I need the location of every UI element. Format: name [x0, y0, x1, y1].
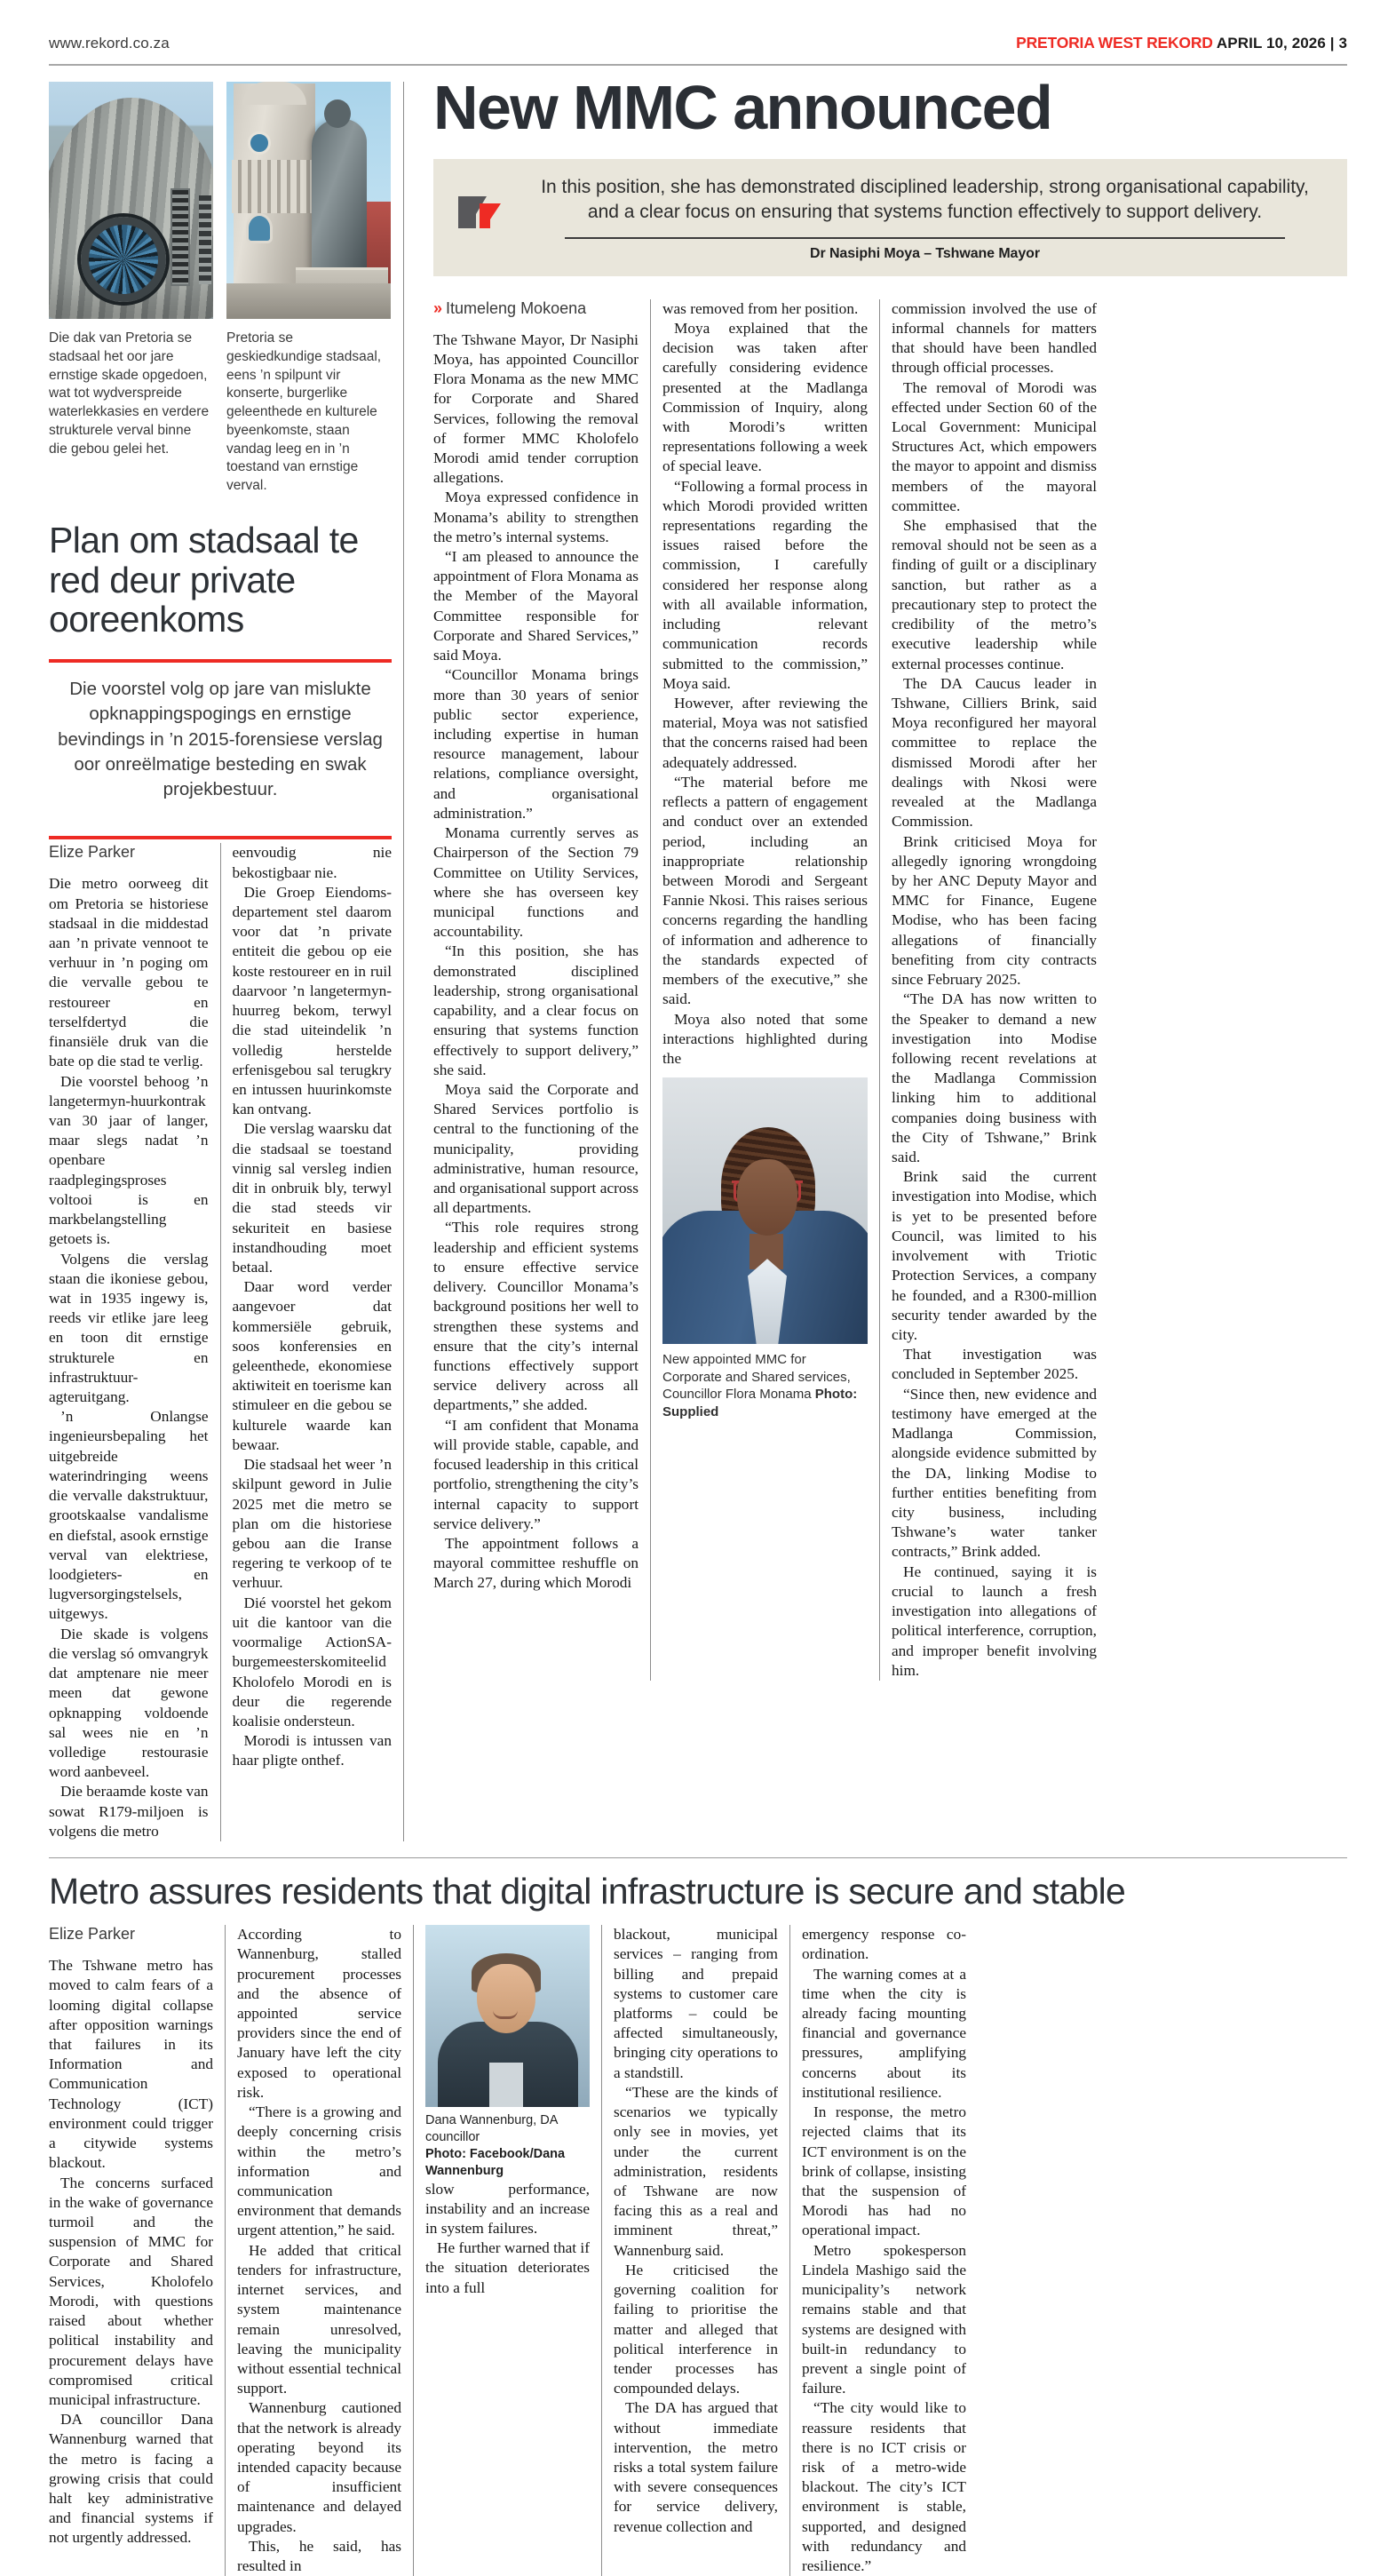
- afrikaans-standfirst: Die voorstel volg op jare van mislukte opknappingspogings en ernstige bevindings in ’n 2015-forensiese verslag oor onreëlmatige besteding en swak projekbestuur.: [58, 678, 383, 800]
- mmc-byline-name: Itumeleng Mokoena: [446, 298, 587, 317]
- paragraph: The appointment follows a mayoral committee reshuffle on March 27, during which Morodi: [433, 1534, 639, 1592]
- paragraph: “Since then, new evidence and testimony have emerged at the Madlanga Commission, alongside evidence submitted by the DA, linking Modise to further entities benefiting from city business, including Tshwane’s water tanker contracts,” Brink added.: [892, 1385, 1097, 1561]
- paragraph: “There is a growing and deeply concerning crisis within the metro’s information and communication environment that demands urgent attention,” he said.: [237, 2103, 401, 2239]
- paragraph: He criticised the governing coalition for failing to prioritise the matter and alleged that political interference in tender processes has compounded delays.: [614, 2261, 778, 2397]
- afrikaans-col-1: [49, 843, 209, 1841]
- bottom-col-5: [802, 1925, 966, 2576]
- paragraph: commission involved the use of informal channels for matters that should have been handled through official processes.: [892, 299, 1097, 377]
- column-divider: [601, 1925, 602, 2576]
- mmc-col-1: [433, 299, 639, 1681]
- photo-city-hall-roof: [49, 82, 213, 319]
- mmc-headline: New MMC announced: [433, 73, 1052, 142]
- masthead-rule: [49, 64, 1347, 66]
- photo-pair: [49, 82, 392, 319]
- bottom-col-4: [614, 1925, 778, 2576]
- paragraph: “The city would like to reassure residents that there is no ICT crisis or risk of a metro-wide blackout. The city’s ICT environment is stable, supported, and designed with redundancy and resilience.”: [802, 2399, 966, 2575]
- bottom-col-1: [49, 1925, 213, 2576]
- paragraph: “This role requires strong leadership and efficient systems to ensure effective service delivery. Councillor Monama’s background positions her well to strengthen these systems and ensure that the city’s internal functions effectively support service delivery across all departments,” she added.: [433, 1219, 639, 1414]
- photo-flora-monama: [662, 1077, 868, 1344]
- bottom-body: [49, 1925, 1347, 2576]
- paragraph: Wannenburg cautioned that the network is already operating beyond its intended capacity because of insufficient maintenance and delayed upgrades.: [237, 2399, 401, 2535]
- top-zone: [49, 73, 1347, 1841]
- issue-date: APRIL 10, 2026: [1216, 35, 1326, 52]
- paragraph: Morodi is intussen van haar pligte onthef.: [232, 1732, 392, 1769]
- afrikaans-col-2: [233, 843, 393, 1841]
- afrikaans-body: [49, 843, 392, 1841]
- pull-quote-text: In this position, she has demonstrated disciplined leadership, strong organisational capability, and a clear focus on ensuring that systems function effectively to support delivery.: [541, 177, 1309, 222]
- mmc-byline: [433, 299, 639, 318]
- caption-photo-1: Die dak van Pretoria se stadsaal het oor jare ernstige skade opgedoen, wat tot wydverspreide waterlekkasies en verdere strukturele verval binne die gebou gelei het.: [49, 330, 210, 457]
- pull-quote-body: [529, 175, 1321, 261]
- paragraph: “Councillor Monama brings more than 30 years of senior public sector experience, including expertise in human resource management, labour relations, compliance oversight, and organisational administration.”: [433, 666, 639, 822]
- paragraph: “These are the kinds of scenarios we typically only see in movies, yet under the current administration, residents of Tshwane are now facing this as a real and imminent threat,” Wannenburg said.: [614, 2083, 778, 2259]
- paragraph: That investigation was concluded in September 2025.: [892, 1346, 1097, 1383]
- paragraph: eenvoudig nie bekostigbaar nie.: [232, 844, 392, 881]
- paragraph: was removed from her position.: [662, 299, 859, 317]
- paragraph: Brink said the current investigation into Modise, which is yet to be presented before Council, was limited to his involvement with Triotic Protection Services, a company he founded, and a R300-million security tender awarded by the city.: [892, 1168, 1097, 1343]
- paragraph: Volgens die verslag staan die ikoniese gebou, wat in 1935 ingewy is, reeds vir etlike jare leeg en toon dit ernstige strukturele en infrastruktuur-agteruitgang.: [49, 1250, 209, 1406]
- paragraph: The DA Caucus leader in Tshwane, Cilliers Brink, said Moya reconfigured her mayoral committee to replace the dismissed Morodi after her dealings with Nkosi were revealed at the Madlanga Commission.: [892, 674, 1097, 831]
- paragraph: DA councillor Dana Wannenburg warned that the metro is facing a growing crisis that could halt key administrative and financial systems if not urgently addressed.: [49, 2411, 213, 2547]
- page-number: 3: [1338, 35, 1347, 52]
- paragraph: Die stadsaal het weer ’n skilpunt geword in Julie 2025 met die metro se plan om die historiese gebou aan die Iranse regering te verkoop of te verhuur.: [232, 1456, 392, 1592]
- paragraph: However, after reviewing the material, Moya was not satisfied that the concerns raised had been adequately addressed.: [662, 695, 868, 771]
- column-divider: [220, 843, 221, 1841]
- zone-divider: [403, 82, 404, 1841]
- site-url[interactable]: www.rekord.co.za: [49, 35, 170, 52]
- mmc-col-2: [662, 299, 868, 1681]
- paragraph: “I am pleased to announce the appointment of Flora Monama as the Member of the Mayoral Committee responsible for Corporate and Shared Services,” said Moya.: [433, 548, 639, 664]
- story-separator-rule: [49, 1857, 1347, 1858]
- byline-arrow-icon: »: [433, 298, 441, 317]
- paragraph: blackout, municipal services – ranging from billing and prepaid systems to customer care platforms – could be affected simultaneously, bringing city operations to a standstill.: [614, 1926, 778, 2081]
- paragraph: He added that critical tenders for infrastructure, internet services, and system maintenance remain unresolved, leaving the municipality without essential technical support.: [237, 2241, 401, 2397]
- paragraph: This, he said, has resulted in: [237, 2537, 401, 2575]
- photo-credit: Photo: Supplied: [662, 1387, 858, 1419]
- paragraph: Moya said the Corporate and Shared Services portfolio is central to the functioning of the municipality, providing administrative, human resource, and organisational support across all departments.: [433, 1080, 639, 1217]
- bottom-headline: Metro assures residents that digital infrastructure is secure and stable: [49, 1871, 1126, 1912]
- column-divider: [879, 299, 880, 1681]
- mmc-col-3: [892, 299, 1097, 1681]
- paragraph: The warning comes at a time when the city is already facing mounting financial and governance pressures, amplifying concerns about its institutional resilience.: [802, 1965, 966, 2101]
- mmc-body: [433, 299, 1347, 1681]
- paragraph: Moya explained that the decision was taken after carefully considering evidence presented at the Madlanga Commission of Inquiry, along with Morodi’s written representations following a week of special leave.: [662, 319, 868, 475]
- photo-captions: [49, 330, 392, 496]
- column-divider: [650, 299, 651, 1681]
- masthead: [49, 0, 1347, 52]
- paragraph: Die verslag waarsku dat die stadsaal se toestand vinnig sal versleg indien dit in onbruik bly, terwyl die stad steeds vir sekuriteit en basiese instandhouding moet betaal.: [232, 1120, 393, 1276]
- paragraph: Metro spokesperson Lindela Mashigo said the municipality’s network remains stable and that systems are designed with built-in redundancy to prevent a single point of failure.: [802, 2241, 966, 2397]
- afrikaans-headline: Plan om stadsaal te red deur private ooreenkoms: [49, 519, 359, 640]
- paragraph: “I am confident that Monama will provide stable, capable, and focused leadership in this critical portfolio, strengthening the city’s internal capacity to support service delivery.”: [433, 1416, 639, 1532]
- paragraph: slow performance, instability and an increase in system failures.: [425, 2180, 590, 2237]
- paragraph: According to Wannenburg, stalled procurement processes and the absence of appointed service providers since the end of January have left the city exposed to operational risk.: [237, 1926, 401, 2101]
- paragraph: She emphasised that the removal should not be seen as a finding of guilt or a disciplinary sanction, but rather as a precautionary step to protect the credibility of the metro’s executive leadership while external processes continue.: [892, 517, 1097, 672]
- photo-caption-dana: [425, 2112, 590, 2179]
- paragraph: Die Groep Eiendoms-departement stel daarom voor dat ’n private entiteit die gebou op eie koste restoureer en in ruil daarvoor ’n langetermyn-huurreg bekom, terwyl die stad uiteindelik ’n volledig herstelde erfenisgebou sal terugkry en intussen huurinkomste kan ontvang.: [232, 883, 392, 1118]
- paragraph: ’n Onlangse ingenieursbepaling het uitgebreide waterindringing weens die vervalle dakstruktuur, grootskaalse vandalisme en diefstal, asook ernstige verval van elektriese, loodgieters- en lugversorgingstelsels, uitgewys.: [49, 1408, 209, 1623]
- column-divider: [789, 1925, 790, 2576]
- page-separator: |: [1329, 35, 1335, 52]
- photo-caption-flora: [662, 1351, 868, 1420]
- paragraph: He continued, saying it is crucial to launch a fresh investigation into allegations of political interference, corruption, and improper benefit involving him.: [892, 1562, 1097, 1679]
- pull-quote-rule: [565, 237, 1285, 239]
- caption-text: New appointed MMC for Corporate and Shared services, Councillor Flora Monama: [662, 1352, 851, 1403]
- paragraph: Die beraamde koste van sowat R179-miljoen is volgens die metro: [49, 1783, 209, 1840]
- caption-text: Dana Wannenburg, DA councillor: [425, 2113, 558, 2144]
- paragraph: He further warned that if the situation deteriorates into a full: [425, 2239, 590, 2296]
- paper-name: PRETORIA WEST REKORD: [1016, 34, 1213, 52]
- paragraph: Daar word verder aangevoer dat kommersiële gebruik, soos konferensies en geleenthede, ekonomiese aktiwiteit en toerisme kan stimuleer en die gebou se kulturele waarde kan bewaar.: [232, 1278, 392, 1453]
- paragraph: The Tshwane metro has moved to calm fears of a looming digital collapse after opposition warnings that failures in its Information and Communication Technology (ICT) environment could trigger a citywide systems blackout.: [49, 1957, 213, 2172]
- bottom-col-2: [237, 1925, 401, 2576]
- quotation-mark-icon: [456, 175, 513, 235]
- paragraph: In response, the metro rejected claims that its ICT environment is on the brink of collapse, insisting that the suspension of Morodi has had no operational impact.: [802, 2103, 966, 2239]
- caption-photo-2: Pretoria se geskiedkundige stadsaal, eens ’n spilpunt vir konserte, burgerlike geleenthede en kulturele byeenkomste, staan vandag leeg en in ’n toestand van ernstige verval.: [226, 330, 382, 494]
- paragraph: Die metro oorweeg dit om Pretoria se historiese stadsaal in die middestad aan ’n private vennoot te verhuur in ’n poging om die vervalle gebou te restoureer en terselfdertyd die finansiële druk van die bate op die stad te verlig.: [49, 875, 209, 1070]
- photo-city-hall-statue: [226, 82, 391, 319]
- paragraph: Die voorstel behoog ’n langetermyn-huurkontrak van 30 jaar of langer, maar slegs nadat ’n openbare raadplegingsproses voltooi is en markbelangstelling getoets is.: [49, 1072, 209, 1248]
- divider-red-bottom: [49, 836, 392, 839]
- paragraph: “The material before me reflects a pattern of engagement and conduct over an extended period, including an inappropriate relationship between Morodi and Sergeant Fannie Nkosi. This raises serious concerns regarding the handling of information and adherence to the standards expected of members of the executive,” she said.: [662, 773, 868, 1008]
- paragraph: The removal of Morodi was effected under Section 60 of the Local Government: Municipal Structures Act, which empowers the mayor to appoint and dismiss members of the mayoral committee.: [892, 378, 1097, 514]
- pull-quote-box: [433, 159, 1347, 275]
- pull-quote-attribution: Dr Nasiphi Moya – Tshwane Mayor: [810, 245, 1040, 261]
- paragraph: Moya also noted that some interactions highlighted during the: [662, 1010, 868, 1067]
- paragraph: Dié voorstel het gekom uit die kantoor van die voormalige ActionSA-burgemeesterskomiteelid Kholofelo Morodi en is deur die regerende koalisie ondersteun.: [232, 1594, 392, 1729]
- paragraph: emergency response co-ordination.: [802, 1926, 966, 1963]
- afrikaans-story-column: [49, 82, 392, 1841]
- mmc-story-column: [416, 73, 1347, 1841]
- paragraph: Die skade is volgens die verslag só omvangryk dat amptenare nie meer meen dat gewone opknapping voldoende sal wees nie en ’n volledige restourasie word aanbeveel.: [49, 1625, 209, 1781]
- paragraph: Monama currently serves as Chairperson of the Section 79 Committee on Utility Services, where she has overseen key municipal functions and accountability.: [433, 824, 639, 941]
- paragraph: “In this position, she has demonstrated disciplined leadership, strong organisational capability, and a clear focus on ensuring that systems function effectively to support delivery,” she said.: [433, 942, 639, 1078]
- bottom-byline: Elize Parker: [49, 1925, 136, 1944]
- paragraph: The DA has argued that without immediate intervention, the metro risks a total system failure with severe consequences for service delivery, revenue collection and: [614, 2399, 778, 2535]
- afrikaans-byline: Elize Parker: [49, 843, 136, 862]
- paragraph: Moya expressed confidence in Monama’s ability to strengthen the metro’s internal systems.: [433, 489, 639, 545]
- photo-dana-wannenburg: [425, 1925, 590, 2107]
- paragraph: The Tshwane Mayor, Dr Nasiphi Moya, has appointed Councillor Flora Monama as the new MMC for Corporate and Shared Services, following the removal of former MMC Kholofelo Morodi amid tender corruption allegations.: [433, 330, 639, 487]
- column-divider: [225, 1925, 226, 2576]
- paragraph: Brink criticised Moya for allegedly ignoring wrongdoing by her ANC Deputy Mayor and MMC for Finance, Eugene Modise, who has been facing allegations of financially benefiting from city contracts since February 2025.: [892, 832, 1097, 989]
- paragraph: “Following a formal process in which Morodi provided written representations regarding the issues raised before the commission, I carefully considered her response along with all available information, including relevant communication records submitted to the commission,” Moya said.: [662, 477, 868, 692]
- paragraph: “The DA has now written to the Speaker to demand a new investigation into Modise following recent revelations at the Madlanga Commission linking him to additional companies doing business with the City of Tshwane,” Brink said.: [892, 990, 1097, 1166]
- masthead-issue-info: [1016, 34, 1347, 52]
- bottom-col-3: [425, 1925, 590, 2576]
- column-divider: [413, 1925, 414, 2576]
- paragraph: The concerns surfaced in the wake of governance turmoil and the suspension of MMC for Corporate and Shared Services, Kholofelo Morodi, with questions raised about whether political instability and procurement delays have compromised critical municipal infrastructure.: [49, 2174, 213, 2408]
- photo-credit: Photo: Facebook/Dana Wannenburg: [425, 2146, 566, 2178]
